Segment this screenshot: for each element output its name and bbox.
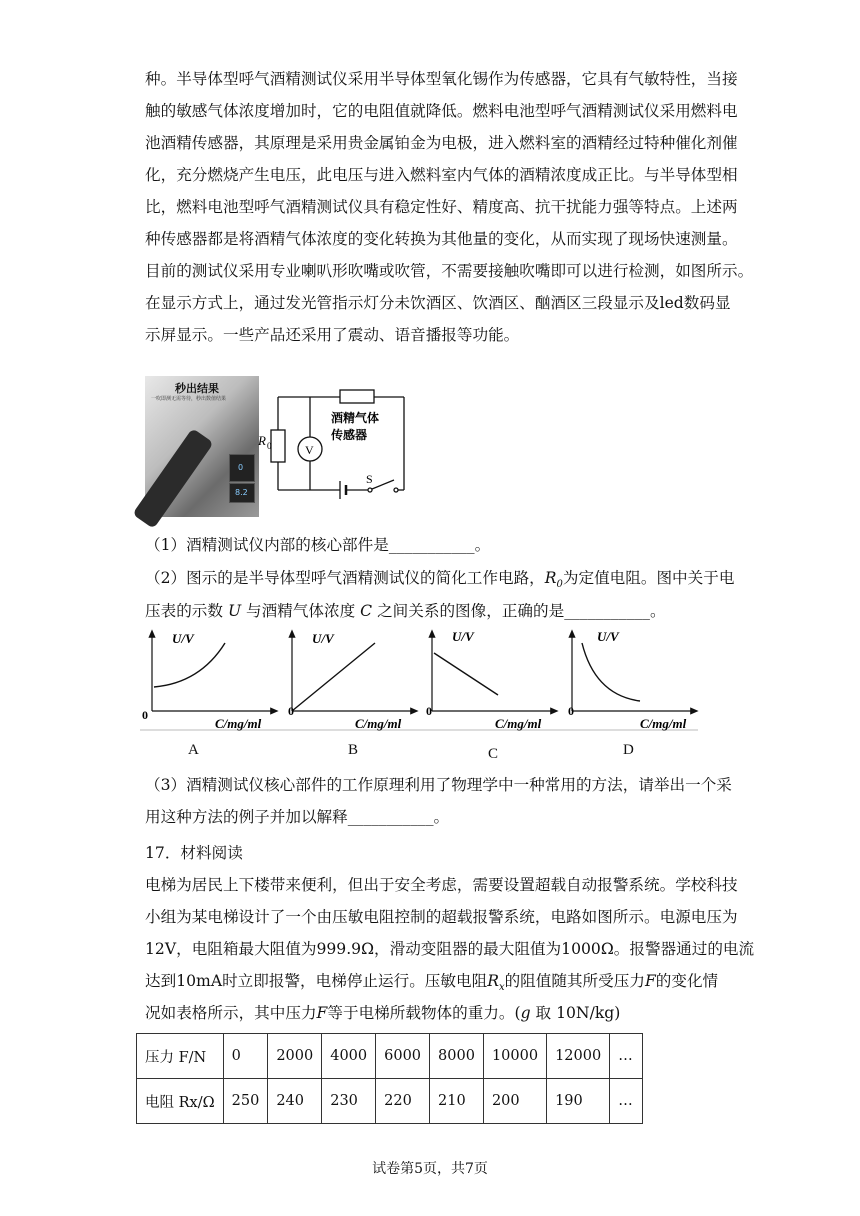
option-c-label: C bbox=[488, 746, 499, 762]
table-cell: 190 bbox=[547, 1079, 610, 1124]
graph-c-xlabel: C/mg/ml bbox=[495, 716, 542, 731]
table-cell: 10000 bbox=[483, 1034, 546, 1079]
q2-text: 与酒精气体浓度 bbox=[241, 602, 361, 620]
s17-line bbox=[145, 1000, 620, 1026]
graph-a-curve bbox=[154, 643, 225, 687]
paragraph-line: 种传感器都是将酒精气体浓度的变化转换为其他量的变化，从而实现了现场快速测量。 bbox=[145, 230, 738, 248]
graph-a-ylabel: U/V bbox=[172, 631, 194, 646]
s17-text: 达到10mA时立即报警，电梯停止运行。压敏电阻 bbox=[145, 972, 488, 990]
s17-line bbox=[145, 968, 718, 1001]
table-cell: 220 bbox=[376, 1079, 430, 1124]
r0-subscript: 0 bbox=[267, 441, 272, 451]
device-screen bbox=[229, 483, 255, 503]
table-cell: 12000 bbox=[547, 1034, 610, 1079]
table-cell: … bbox=[610, 1034, 643, 1079]
paragraph-line: 示屏显示。一些产品还采用了震动、语音播报等功能。 bbox=[145, 326, 520, 344]
s17-text: 况如表格所示，其中压力 bbox=[145, 1004, 317, 1022]
s17-text: 的变化情 bbox=[655, 972, 719, 990]
switch-label: S bbox=[366, 472, 373, 486]
graph-c-ylabel: U/V bbox=[452, 629, 474, 644]
q2-text: 压表的示数 bbox=[145, 602, 228, 620]
table-cell: 4000 bbox=[322, 1034, 376, 1079]
table-cell: 210 bbox=[430, 1079, 484, 1124]
c-symbol: C bbox=[360, 602, 373, 620]
table-cell: … bbox=[610, 1079, 643, 1124]
photo-title: 秒出结果 bbox=[175, 382, 219, 395]
graph-d-xlabel: C/mg/ml bbox=[640, 716, 687, 731]
q2-text: 为定值电阻。图中关于电 bbox=[562, 569, 735, 587]
device-screen bbox=[229, 454, 255, 482]
rx-symbol: R bbox=[487, 972, 499, 990]
s17-line: 12V，电阻箱最大阻值为999.9Ω，滑动变阻器的最大阻值为1000Ω。报警器通过的电流 bbox=[145, 940, 755, 958]
f-symbol: F bbox=[644, 972, 656, 990]
graph-b-xlabel: C/mg/ml bbox=[355, 716, 402, 731]
table-cell: 8000 bbox=[430, 1034, 484, 1079]
option-b-label: B bbox=[348, 742, 359, 758]
table-cell: 230 bbox=[322, 1079, 376, 1124]
table-cell: 6000 bbox=[376, 1034, 430, 1079]
question-1: （1）酒精测试仪内部的核心部件是___________。 bbox=[145, 536, 491, 554]
pressure-resistance-table bbox=[136, 1033, 643, 1124]
breathalyzer-photo bbox=[145, 376, 259, 517]
r0-label: R bbox=[258, 433, 266, 448]
page-footer: 试卷第5页，共7页 bbox=[372, 1161, 488, 1177]
voltmeter-label: V bbox=[305, 443, 314, 457]
graph-a-origin: 0 bbox=[142, 708, 148, 722]
paragraph-line: 化，充分燃烧产生电压，此电压与进入燃料室内气体的酒精浓度成正比。与半导体型相 bbox=[145, 166, 738, 184]
table-row bbox=[137, 1034, 643, 1079]
option-graphs bbox=[140, 625, 700, 735]
table-cell: 250 bbox=[223, 1079, 268, 1124]
table-cell: 200 bbox=[483, 1079, 546, 1124]
graph-b-curve bbox=[292, 643, 375, 711]
q2-text: （2）图示的是半导体型呼气酒精测试仪的简化工作电路， bbox=[145, 569, 545, 587]
question-3-line2: 用这种方法的例子并加以解释___________。 bbox=[145, 808, 450, 826]
sensor-resistor bbox=[340, 390, 374, 403]
circuit-diagram bbox=[260, 385, 410, 500]
table-header-cell: 电阻 Rx/Ω bbox=[137, 1079, 224, 1124]
f-symbol: F bbox=[316, 1004, 328, 1022]
graph-c-origin: 0 bbox=[426, 704, 432, 718]
switch-icon bbox=[372, 480, 394, 489]
paragraph-line: 比，燃料电池型呼气酒精测试仪具有稳定性好、精度高、抗干扰能力强等特点。上述两 bbox=[145, 198, 738, 216]
breathalyzer-device bbox=[132, 428, 214, 529]
rx-subscript: x bbox=[498, 982, 505, 994]
screen-reading: 0 bbox=[238, 463, 244, 472]
s17-line: 电梯为居民上下楼带来便利，但出于安全考虑，需要设置超载自动报警系统。学校科技 bbox=[145, 876, 738, 894]
graph-b-origin: 0 bbox=[288, 704, 294, 718]
graph-a-xlabel: C/mg/ml bbox=[215, 716, 262, 731]
s17-line: 小组为某电梯设计了一个由压敏电阻控制的超载报警系统，电路如图所示。电源电压为 bbox=[145, 908, 738, 926]
graph-c-curve bbox=[434, 653, 498, 695]
paragraph-line: 目前的测试仪采用专业喇叭形吹嘴或吹管，不需要接触吹嘴即可以进行检测，如图所示。 bbox=[145, 262, 754, 280]
question-2-line2 bbox=[145, 598, 666, 624]
paragraph-line: 种。半导体型呼气酒精测试仪采用半导体型氧化锡作为传感器，它具有气敏特性，当接 bbox=[145, 70, 738, 88]
r0-symbol: R bbox=[544, 569, 557, 587]
g-symbol: g bbox=[520, 1004, 531, 1022]
s17-text: 等于电梯所载物体的重力。( bbox=[327, 1004, 521, 1022]
table-cell: 240 bbox=[268, 1079, 322, 1124]
r0-subscript: 0 bbox=[556, 579, 563, 591]
sensor-label-line1: 酒精气体 bbox=[331, 411, 380, 425]
photo-subtitle: 一吹即测无需等待，秒出数值结果 bbox=[151, 396, 227, 402]
s17-text: 的阻值随其所受压力 bbox=[504, 972, 645, 990]
graph-d-ylabel: U/V bbox=[597, 629, 619, 644]
option-d-label: D bbox=[623, 742, 634, 758]
q2-text: 之间关系的图像，正确的是___________。 bbox=[372, 602, 666, 620]
question-2-line1 bbox=[145, 565, 734, 598]
question-3-line1: （3）酒精测试仪核心部件的工作原理利用了物理学中一种常用的方法，请举出一个采 bbox=[145, 776, 732, 794]
s17-text: 取 10N/kg) bbox=[530, 1004, 621, 1022]
paragraph-line: 池酒精传感器，其原理是采用贵金属铂金为电极，进入燃料室的酒精经过特种催化剂催 bbox=[145, 134, 738, 152]
screen-reading: 8.2 bbox=[235, 488, 248, 497]
table-cell: 0 bbox=[223, 1034, 268, 1079]
graph-d-origin: 0 bbox=[568, 704, 574, 718]
table-header-cell: 压力 F/N bbox=[137, 1034, 224, 1079]
sensor-label-line2: 传感器 bbox=[331, 428, 368, 442]
paragraph-line: 在显示方式上，通过发光管指示灯分未饮酒区、饮酒区、酗酒区三段显示及led数码显 bbox=[145, 294, 731, 312]
graph-d-curve bbox=[582, 643, 640, 701]
section-17-title: 17．材料阅读 bbox=[145, 844, 243, 862]
u-symbol: U bbox=[227, 602, 242, 620]
graph-b-ylabel: U/V bbox=[312, 631, 334, 646]
option-a-label: A bbox=[188, 742, 199, 758]
r0-resistor bbox=[271, 430, 285, 462]
paragraph-line: 触的敏感气体浓度增加时，它的电阻值就降低。燃料电池型呼气酒精测试仪采用燃料电 bbox=[145, 102, 738, 120]
table-row bbox=[137, 1079, 643, 1124]
table-cell: 2000 bbox=[268, 1034, 322, 1079]
